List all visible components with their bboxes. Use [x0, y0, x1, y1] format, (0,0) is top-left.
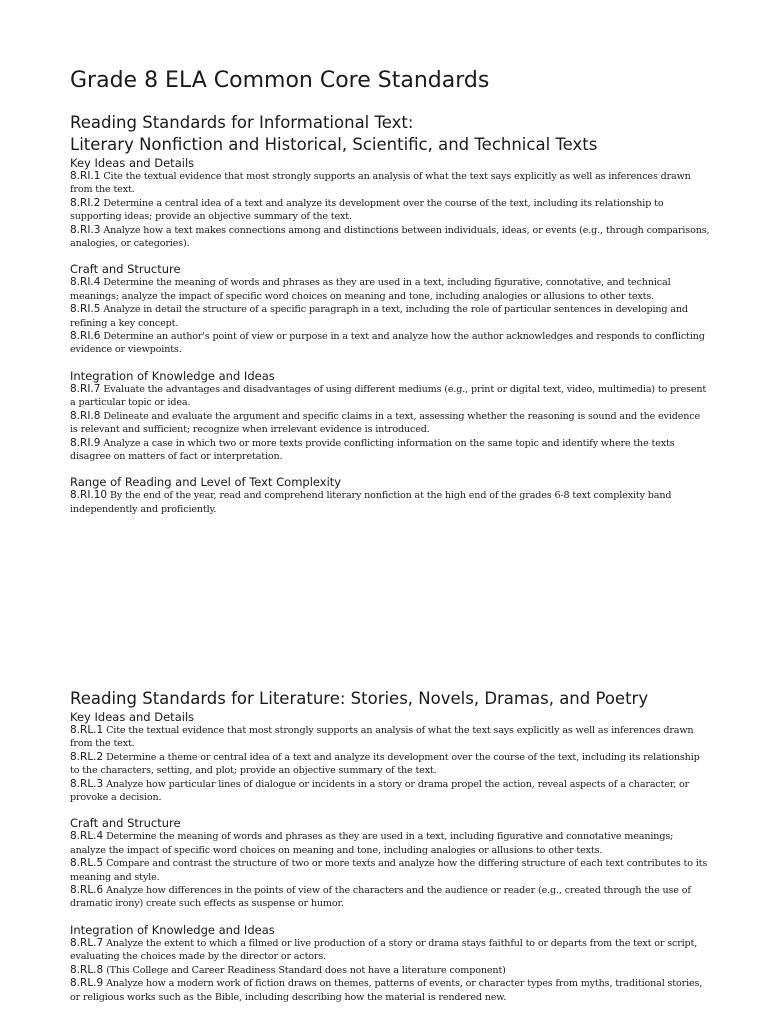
standard-8rl5: 8.RL.5 Compare and contrast the structure of two or more texts and analyze how the differing structure of each text contributes to its meaning and style.: [70, 857, 708, 883]
standard-8rl9: 8.RL.9 Analyze how a modern work of fiction draws on themes, patterns of events, or character types from myths, traditional stories, or religious works such as the Bible, including describing how the material is rendered new.: [70, 977, 703, 1003]
standard-8ri3: 8.RI.3 Analyze how a text makes connections among and distinctions between individuals, ideas, or events (e.g., through comparisons, analogies, or categories).: [70, 223, 710, 250]
page-title: Grade 8 ELA Common Core Standards: [70, 68, 490, 93]
standard-8ri1: 8.RI.1 Cite the textual evidence that most strongly supports an analysis of what the text says explicitly as well as inferences drawn from the text.: [70, 170, 691, 196]
literature-heading: Reading Standards for Literature: Stories, Novels, Dramas, and Poetry: [70, 689, 649, 708]
standard-8ri10: 8.RI.10 By the end of the year, read and comprehend literary nonfiction at the high end of the grades 6-8 text complexity band independently and proficiently.: [70, 489, 672, 515]
standard-8rl7: 8.RL.7 Analyze the extent to which a filmed or live production of a story or drama stays faithful to or departs from the text or script, evaluating the choices made by the director or actors.: [70, 936, 698, 963]
standard-8rl1: 8.RL.1 Cite the textual evidence that most strongly supports an analysis of what the text says explicitly as well as inferences drawn from the text.: [70, 724, 694, 750]
ri-range-heading: Range of Reading and Level of Text Complexity: [70, 475, 342, 490]
standard-8ri9: 8.RI.9 Analyze a case in which two or more texts provide conflicting information on the same topic and identify where the texts disagree on matters of fact or interpretation.: [70, 436, 675, 462]
standard-8ri7: 8.RI.7 Evaluate the advantages and disadvantages of using different mediums (e.g., print or digital text, video, multimedia) to present a particular topic or idea.: [70, 382, 707, 409]
rl-craft-heading: Craft and Structure: [70, 816, 181, 831]
standard-8rl3: 8.RL.3 Analyze how particular lines of dialogue or incidents in a story or drama propel the action, reveal aspects of a character, or provoke a decision.: [70, 777, 690, 804]
standard-8rl2: 8.RL.2 Determine a theme or central idea of a text and analyze its development over the course of the text, including its relationship to the characters, setting, and plot; provide an objective summary of the text.: [70, 750, 700, 777]
standard-8ri4: 8.RI.4 Determine the meaning of words and phrases as they are used in a text, including figurative, connotative, and technical meanings; analyze the impact of specific word choices on meaning and tone, including analogies or allusions to other texts.: [70, 276, 671, 302]
standard-8rl8: 8.RL.8 (This College and Career Readiness Standard does not have a literature component): [70, 963, 506, 976]
ri-key-ideas-heading: Key Ideas and Details: [70, 156, 195, 170]
standard-8ri6: 8.RI.6 Determine an author's point of view or purpose in a text and analyze how the author acknowledges and responds to conflicting evidence or viewpoints.: [70, 330, 705, 356]
ri-integration-heading: Integration of Knowledge and Ideas: [70, 368, 275, 383]
informational-heading-line1: Reading Standards for Informational Text:: [70, 113, 414, 132]
standard-8rl6: 8.RL.6 Analyze how differences in the points of view of the characters and the audience or reader (e.g., created through the use of dramatic irony) create such effects as suspense or humor.: [70, 884, 691, 910]
ri-craft-heading: Craft and Structure: [70, 262, 181, 277]
standard-8ri2: 8.RI.2 Determine a central idea of a text and analyze its development over the course of the text, including its relationship to supporting ideas; provide an objective summary of the text.: [70, 196, 664, 223]
standard-8ri5: 8.RI.5 Analyze in detail the structure of a specific paragraph in a text, including the role of particular sentences in developing and refining a key concept.: [70, 303, 688, 329]
rl-key-ideas-heading: Key Ideas and Details: [70, 710, 195, 724]
informational-heading-line2: Literary Nonfiction and Historical, Scientific, and Technical Texts: [70, 135, 598, 154]
informational-section: [70, 112, 710, 516]
literature-section: [70, 688, 710, 1004]
standard-8rl4: 8.RL.4 Determine the meaning of words and phrases as they are used in a text, including figurative and connotative meanings; analyze the impact of specific word choices on meaning and tone, including analogies or allusions to other texts.: [70, 830, 674, 856]
standard-8ri8: 8.RI.8 Delineate and evaluate the argument and specific claims in a text, assessing whether the reasoning is sound and the evidence is relevant and sufficient; recognize when irrelevant evidence is introduced.: [70, 409, 701, 436]
rl-integration-heading: Integration of Knowledge and Ideas: [70, 922, 275, 937]
